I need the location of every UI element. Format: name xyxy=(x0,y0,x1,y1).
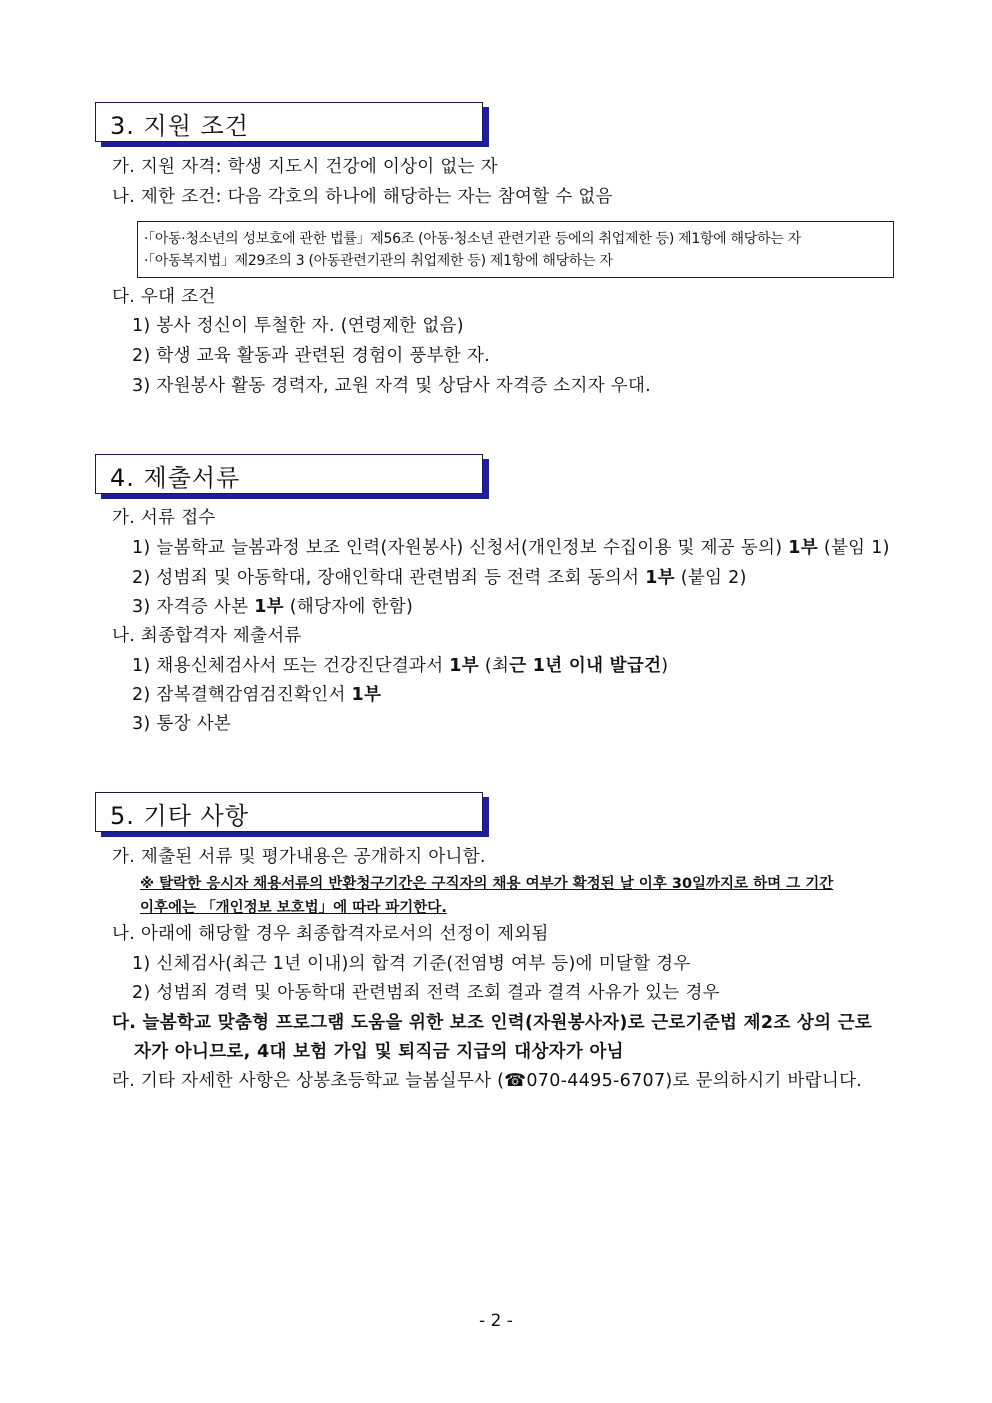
exclusion-item: 2) 성범죄 경력 및 아동학대 관련범죄 전력 조회 결과 결격 사유가 있는 경우 xyxy=(132,983,720,1003)
ra-text: )로 문의하시기 바랍니다. xyxy=(665,1071,863,1091)
section-3-header xyxy=(95,102,483,142)
doc-text: 1) 채용신체검사서 또는 건강진단결과서 xyxy=(132,656,450,676)
doc-count: 1부 xyxy=(351,685,382,705)
section-4-ga: 가. 서류 접수 xyxy=(112,508,216,528)
doc-text: 3) 자격증 사본 xyxy=(132,597,255,617)
doc-note: (해당자에 한함) xyxy=(283,597,414,617)
doc-count: 1부 xyxy=(254,597,284,617)
section-5-header xyxy=(95,792,483,832)
section-5-title: 5. 기타 사항 xyxy=(110,802,249,830)
doc-item xyxy=(132,596,413,618)
final-doc-item xyxy=(132,655,668,677)
da-text: 늘봄학교 맞춤형 프로그램 도움을 위한 보조 인력(자원봉사자)로 근로기준법 제2조 상의 근로 xyxy=(142,1013,873,1033)
restriction-item: ·「아동·청소년의 성보호에 관한 법률」제56조 (아동·청소년 관련기관 등에의 취업제한 등) 제1항에 해당하는 자 xyxy=(144,231,801,247)
section-4-title: 4. 제출서류 xyxy=(110,464,241,492)
doc-count: 1부 xyxy=(788,538,818,558)
final-doc-item xyxy=(132,684,381,706)
doc-count: 1부 xyxy=(449,656,479,676)
section-3-da: 다. 우대 조건 xyxy=(112,287,216,307)
doc-text: 2) 성범죄 및 아동학대, 장애인학대 관련범죄 등 전력 조회 동의서 xyxy=(132,568,646,588)
section-5-na: 나. 아래에 해당할 경우 최종합격자로서의 선정이 제외됨 xyxy=(112,924,549,944)
preference-item: 3) 자원봉사 활동 경력자, 교원 자격 및 상담사 자격증 소지자 우대. xyxy=(132,376,652,396)
exclusion-item: 1) 신체검사(최근 1년 이내)의 합격 기준(전염병 여부 등)에 미달할 경우 xyxy=(132,954,691,974)
notice-line: 이후에는 「개인정보 보호법」에 따라 파기한다. xyxy=(140,900,447,916)
preference-item: 2) 학생 교육 활동과 관련된 경험이 풍부한 자. xyxy=(132,346,490,366)
doc-text: 3) 통장 사본 xyxy=(132,714,232,734)
ra-text: 라. 기타 자세한 사항은 상봉초등학교 늘봄실무사 ( xyxy=(112,1071,505,1091)
doc-note: ) xyxy=(661,656,669,676)
phone-icon: ☎ xyxy=(504,1071,527,1091)
section-5-ga: 가. 제출된 서류 및 평가내용은 공개하지 아니함. xyxy=(112,847,486,867)
doc-item xyxy=(132,537,890,559)
final-doc-item xyxy=(132,713,231,735)
doc-note: (붙임 2) xyxy=(674,568,747,588)
doc-note-bold: 근 1년 이내 발급건 xyxy=(509,656,662,676)
da-prefix: 다. xyxy=(112,1013,143,1033)
doc-count: 1부 xyxy=(645,568,675,588)
doc-note: (붙임 1) xyxy=(817,538,890,558)
doc-text: 2) 잠복결핵감염검진확인서 xyxy=(132,685,352,705)
phone-number: 070-4495-6707 xyxy=(526,1071,666,1091)
section-5-da-continued: 자가 아니므로, 4대 보험 가입 및 퇴직금 지급의 대상자가 아님 xyxy=(134,1042,624,1062)
section-4-header xyxy=(95,454,483,494)
section-5-da xyxy=(112,1012,872,1034)
doc-item xyxy=(132,567,747,589)
restriction-item: ·「아동복지법」제29조의 3 (아동관련기관의 취업제한 등) 제1항에 해당하는 자 xyxy=(144,253,613,269)
section-4-na: 나. 최종합격자 제출서류 xyxy=(112,626,302,646)
notice-line: ※ 탈락한 응시자 채용서류의 반환청구기간은 구직자의 채용 여부가 확정된 날 이후 30일까지로 하며 그 기간 xyxy=(140,876,834,892)
doc-note: (최 xyxy=(478,656,510,676)
restriction-box xyxy=(137,221,894,278)
preference-item: 1) 봉사 정신이 투철한 자. (연령제한 없음) xyxy=(132,316,464,336)
section-3-title: 3. 지원 조건 xyxy=(110,112,249,140)
section-5-ra xyxy=(112,1070,862,1092)
section-3-ga: 가. 지원 자격: 학생 지도시 건강에 이상이 없는 자 xyxy=(112,157,498,177)
page-number: - 2 - xyxy=(479,1311,513,1331)
section-3-na: 나. 제한 조건: 다음 각호의 하나에 해당하는 자는 참여할 수 없음 xyxy=(112,187,613,207)
doc-text: 1) 늘봄학교 늘봄과정 보조 인력(자원봉사) 신청서(개인정보 수집이용 및 제공 동의) xyxy=(132,538,789,558)
